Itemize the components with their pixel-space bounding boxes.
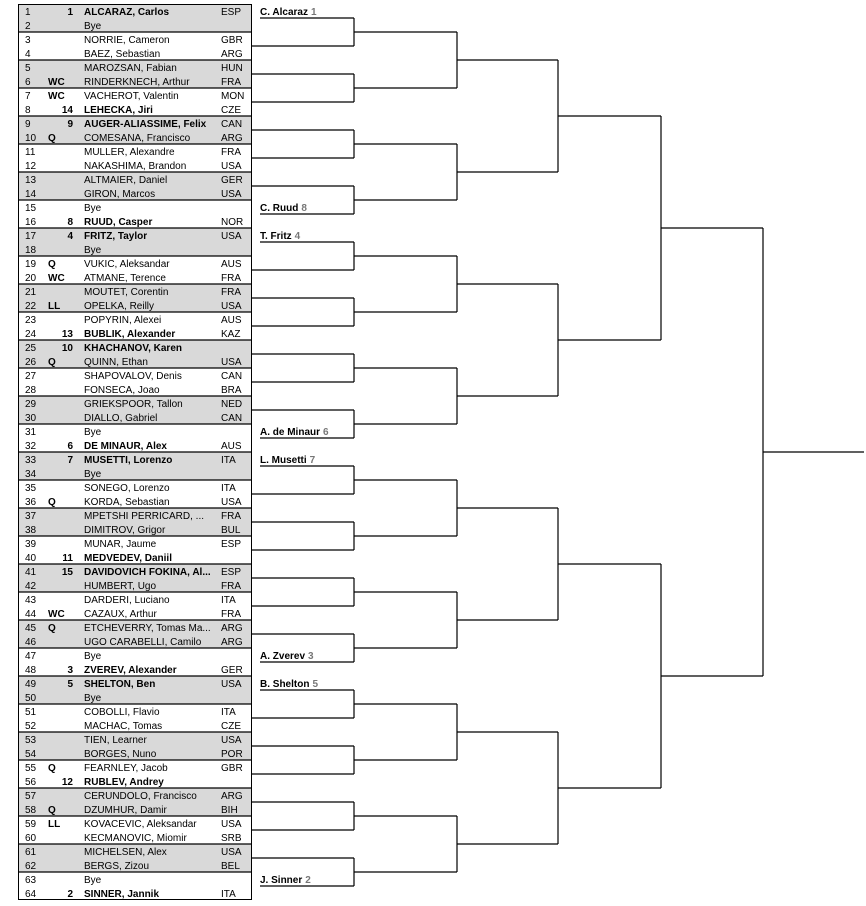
draw-position: 50	[25, 693, 37, 704]
country-code: ARG	[221, 623, 243, 634]
player-name: HUMBERT, Ugo	[84, 581, 157, 592]
draw-position: 31	[25, 427, 37, 438]
draw-position: 43	[25, 595, 37, 606]
country-code: MON	[221, 91, 245, 102]
round2-winner-seed: 6	[323, 427, 329, 438]
country-code: POR	[221, 749, 243, 760]
country-code: ITA	[221, 889, 236, 900]
seed-number: 15	[61, 567, 73, 578]
entry-tag: WC	[48, 609, 65, 620]
player-name: RINDERKNECH, Arthur	[84, 77, 190, 88]
draw-position: 23	[25, 315, 37, 326]
bye-label: Bye	[84, 245, 102, 256]
entry-tag: Q	[48, 259, 56, 270]
entry-tag: WC	[48, 273, 65, 284]
player-name: MAROZSAN, Fabian	[84, 63, 177, 74]
player-name: FONSECA, Joao	[84, 385, 160, 396]
round2-winner-seed: 7	[309, 455, 316, 466]
seed-number: 4	[67, 231, 73, 242]
seed-number: 14	[61, 105, 73, 116]
country-code: USA	[221, 161, 242, 172]
draw-position: 38	[25, 525, 37, 536]
country-code: ARG	[221, 791, 243, 802]
draw-position: 15	[25, 203, 37, 214]
entry-tag: LL	[48, 301, 61, 312]
player-name: MULLER, Alexandre	[84, 147, 175, 158]
round2-winner-name: C. Ruud	[260, 203, 299, 214]
entry-tag: WC	[48, 77, 65, 88]
player-name: MACHAC, Tomas	[84, 721, 163, 732]
country-code: HUN	[221, 63, 243, 74]
player-name: KECMANOVIC, Miomir	[84, 833, 187, 844]
draw-position: 48	[25, 665, 37, 676]
draw-position: 39	[25, 539, 37, 550]
entry-tag: LL	[48, 819, 61, 830]
draw-position: 57	[25, 791, 37, 802]
player-name: BUBLIK, Alexander	[84, 329, 176, 340]
country-code: BIH	[221, 805, 238, 816]
country-code: USA	[221, 189, 242, 200]
country-code: ITA	[221, 707, 236, 718]
player-name: LEHECKA, Jiri	[84, 105, 153, 116]
country-code: ITA	[221, 483, 236, 494]
player-name: AUGER-ALIASSIME, Felix	[84, 119, 207, 130]
player-name: GRIEKSPOOR, Tallon	[84, 399, 183, 410]
entry-tag: Q	[48, 133, 56, 144]
draw-position: 17	[25, 231, 37, 242]
draw-position: 42	[25, 581, 37, 592]
draw-position: 32	[25, 441, 37, 452]
player-name: COBOLLI, Flavio	[84, 707, 160, 718]
bye-label: Bye	[84, 693, 102, 704]
seed-number: 7	[67, 455, 73, 466]
seed-number: 11	[62, 553, 73, 564]
player-name: VACHEROT, Valentin	[84, 91, 179, 102]
draw-position: 26	[25, 357, 37, 368]
draw-position: 40	[25, 553, 37, 564]
seed-number: 6	[67, 441, 73, 452]
player-name: ETCHEVERRY, Tomas Ma...	[84, 623, 211, 634]
draw-position: 10	[25, 133, 37, 144]
draw-position: 21	[25, 287, 37, 298]
round2-winner-seed: 5	[312, 679, 319, 690]
draw-position: 51	[25, 707, 37, 718]
draw-position: 8	[25, 105, 31, 116]
country-code: GBR	[221, 763, 243, 774]
draw-position: 18	[25, 245, 37, 256]
draw-position: 63	[25, 875, 37, 886]
country-code: NED	[221, 399, 243, 410]
draw-position: 14	[25, 189, 37, 200]
draw-position: 34	[25, 469, 37, 480]
country-code: KAZ	[221, 329, 241, 340]
seed-number: 10	[61, 343, 73, 354]
bye-label: Bye	[84, 469, 102, 480]
draw-position: 64	[25, 889, 37, 900]
draw-position: 25	[25, 343, 37, 354]
player-name: KHACHANOV, Karen	[84, 343, 182, 354]
country-code: CAN	[221, 371, 243, 382]
entry-tag: Q	[48, 623, 56, 634]
player-name: OPELKA, Reilly	[84, 301, 155, 312]
entry-tag: Q	[48, 763, 56, 774]
player-name: MEDVEDEV, Daniil	[84, 553, 172, 564]
round2-winner-name: L. Musetti	[260, 455, 307, 466]
seed-number: 5	[67, 679, 73, 690]
country-code: USA	[221, 231, 242, 242]
player-name: SHELTON, Ben	[84, 679, 156, 690]
draw-position: 11	[25, 147, 36, 158]
country-code: ESP	[221, 7, 242, 18]
draw-position: 41	[25, 567, 37, 578]
country-code: ARG	[221, 637, 243, 648]
draw-position: 37	[25, 511, 37, 522]
country-code: AUS	[221, 259, 242, 270]
round2-winner-name: A. Zverev	[260, 651, 306, 662]
draw-position: 55	[25, 763, 37, 774]
bye-label: Bye	[84, 651, 102, 662]
bye-label: Bye	[84, 21, 102, 32]
draw-position: 47	[25, 651, 37, 662]
draw-position: 12	[25, 161, 37, 172]
seed-number: 3	[67, 665, 73, 676]
draw-position: 6	[25, 77, 31, 88]
country-code: USA	[221, 819, 242, 830]
player-name: KORDA, Sebastian	[84, 497, 170, 508]
player-name: NAKASHIMA, Brandon	[84, 161, 187, 172]
draw-position: 30	[25, 413, 37, 424]
seed-number: 13	[61, 329, 73, 340]
draw-position: 28	[25, 385, 37, 396]
round2-winner-name: B. Shelton	[260, 679, 310, 690]
draw-position: 24	[25, 329, 37, 340]
draw-position: 44	[25, 609, 37, 620]
entry-tag: Q	[48, 805, 56, 816]
player-name: RUUD, Casper	[84, 217, 153, 228]
country-code: ITA	[221, 595, 236, 606]
country-code: AUS	[221, 315, 242, 326]
player-name: DIALLO, Gabriel	[84, 413, 158, 424]
draw-position: 16	[25, 217, 37, 228]
draw-position: 56	[25, 777, 37, 788]
round2-winner-name: T. Fritz	[260, 231, 292, 242]
draw-position: 3	[25, 35, 31, 46]
country-code: GER	[221, 665, 243, 676]
round2-winner-seed: 3	[308, 651, 314, 662]
draw-position: 22	[25, 301, 37, 312]
draw-position: 1	[25, 7, 31, 18]
player-name: KOVACEVIC, Aleksandar	[84, 819, 197, 830]
draw-position: 36	[25, 497, 37, 508]
entry-tag: Q	[48, 497, 56, 508]
draw-position: 49	[25, 679, 37, 690]
round2-winner-name: J. Sinner	[260, 875, 303, 886]
draw-position: 19	[25, 259, 37, 270]
player-name: MUNAR, Jaume	[84, 539, 157, 550]
country-code: GBR	[221, 35, 243, 46]
draw-position: 58	[25, 805, 37, 816]
player-name: BERGS, Zizou	[84, 861, 150, 872]
bye-label: Bye	[84, 427, 102, 438]
round2-winner-seed: 4	[294, 231, 301, 242]
draw-position: 20	[25, 273, 37, 284]
seed-number: 9	[67, 119, 73, 130]
country-code: AUS	[221, 441, 242, 452]
seed-number: 2	[67, 889, 73, 900]
country-code: NOR	[221, 217, 244, 228]
country-code: CAN	[221, 119, 243, 130]
player-name: DE MINAUR, Alex	[84, 441, 167, 452]
draw-position: 7	[25, 91, 31, 102]
draw-position: 61	[25, 847, 37, 858]
country-code: ESP	[221, 539, 242, 550]
country-code: FRA	[221, 147, 241, 158]
country-code: BRA	[221, 385, 242, 396]
player-name: BAEZ, Sebastian	[84, 49, 161, 60]
player-name: MPETSHI PERRICARD, ...	[84, 511, 205, 522]
round2-winner-name: A. de Minaur	[260, 427, 321, 438]
player-name: VUKIC, Aleksandar	[84, 259, 170, 270]
seed-number: 12	[61, 777, 73, 788]
player-name: MICHELSEN, Alex	[84, 847, 167, 858]
player-name: GIRON, Marcos	[84, 189, 156, 200]
player-name: FEARNLEY, Jacob	[84, 763, 168, 774]
draw-position: 29	[25, 399, 37, 410]
player-name: BORGES, Nuno	[84, 749, 157, 760]
draw-position: 45	[25, 623, 37, 634]
player-name: ALTMAIER, Daniel	[84, 175, 168, 186]
round2-winner-seed: 8	[301, 203, 307, 214]
country-code: USA	[221, 301, 242, 312]
country-code: USA	[221, 679, 242, 690]
player-name: TIEN, Learner	[84, 735, 147, 746]
draw-position: 5	[25, 63, 31, 74]
player-name: RUBLEV, Andrey	[84, 777, 164, 788]
player-name: CERUNDOLO, Francisco	[84, 791, 197, 802]
round2-winner-seed: 1	[310, 7, 317, 18]
draw-position: 52	[25, 721, 37, 732]
player-name: DARDERI, Luciano	[84, 595, 170, 606]
entry-tag: Q	[48, 357, 56, 368]
country-code: FRA	[221, 511, 241, 522]
country-code: CAN	[221, 413, 243, 424]
country-code: FRA	[221, 273, 241, 284]
player-name: SINNER, Jannik	[84, 889, 160, 900]
draw-position: 27	[25, 371, 37, 382]
draw-position: 9	[25, 119, 31, 130]
country-code: USA	[221, 497, 242, 508]
entry-tag: WC	[48, 91, 65, 102]
country-code: FRA	[221, 287, 241, 298]
round2-winner-name: C. Alcaraz	[260, 7, 308, 18]
country-code: USA	[221, 735, 242, 746]
seed-number: 8	[67, 217, 73, 228]
draw-position: 4	[25, 49, 31, 60]
draw-position: 60	[25, 833, 37, 844]
country-code: CZE	[221, 105, 241, 116]
player-name: QUINN, Ethan	[84, 357, 148, 368]
country-code: ESP	[221, 567, 242, 578]
player-name: FRITZ, Taylor	[84, 231, 148, 242]
draw-position: 62	[25, 861, 37, 872]
country-code: FRA	[221, 609, 241, 620]
player-name: POPYRIN, Alexei	[84, 315, 162, 326]
draw-position: 46	[25, 637, 37, 648]
draw-position: 2	[25, 21, 31, 32]
draw-position: 35	[25, 483, 37, 494]
country-code: GER	[221, 175, 243, 186]
country-code: ARG	[221, 49, 243, 60]
player-name: COMESANA, Francisco	[84, 133, 191, 144]
player-name: ALCARAZ, Carlos	[84, 7, 170, 18]
draw-position: 13	[25, 175, 37, 186]
draw-position: 54	[25, 749, 37, 760]
player-name: NORRIE, Cameron	[84, 35, 170, 46]
seed-number: 1	[67, 7, 73, 18]
country-code: BEL	[221, 861, 240, 872]
country-code: ARG	[221, 133, 243, 144]
country-code: FRA	[221, 77, 241, 88]
country-code: CZE	[221, 721, 241, 732]
country-code: USA	[221, 357, 242, 368]
player-name: ZVEREV, Alexander	[84, 665, 177, 676]
draw-position: 53	[25, 735, 37, 746]
country-code: SRB	[221, 833, 242, 844]
player-name: DIMITROV, Grigor	[84, 525, 166, 536]
player-name: DZUMHUR, Damir	[84, 805, 167, 816]
country-code: ITA	[221, 455, 236, 466]
player-name: MOUTET, Corentin	[84, 287, 169, 298]
country-code: BUL	[221, 525, 241, 536]
player-name: CAZAUX, Arthur	[84, 609, 157, 620]
player-name: ATMANE, Terence	[84, 273, 166, 284]
bye-label: Bye	[84, 203, 102, 214]
player-name: SHAPOVALOV, Denis	[84, 371, 182, 382]
draw-position: 33	[25, 455, 37, 466]
player-name: UGO CARABELLI, Camilo	[84, 637, 202, 648]
player-name: DAVIDOVICH FOKINA, Al...	[84, 567, 211, 578]
country-code: FRA	[221, 581, 241, 592]
bye-label: Bye	[84, 875, 102, 886]
draw-position: 59	[25, 819, 37, 830]
player-name: MUSETTI, Lorenzo	[84, 455, 173, 466]
round2-winner-seed: 2	[305, 875, 311, 886]
player-name: SONEGO, Lorenzo	[84, 483, 170, 494]
country-code: USA	[221, 847, 242, 858]
